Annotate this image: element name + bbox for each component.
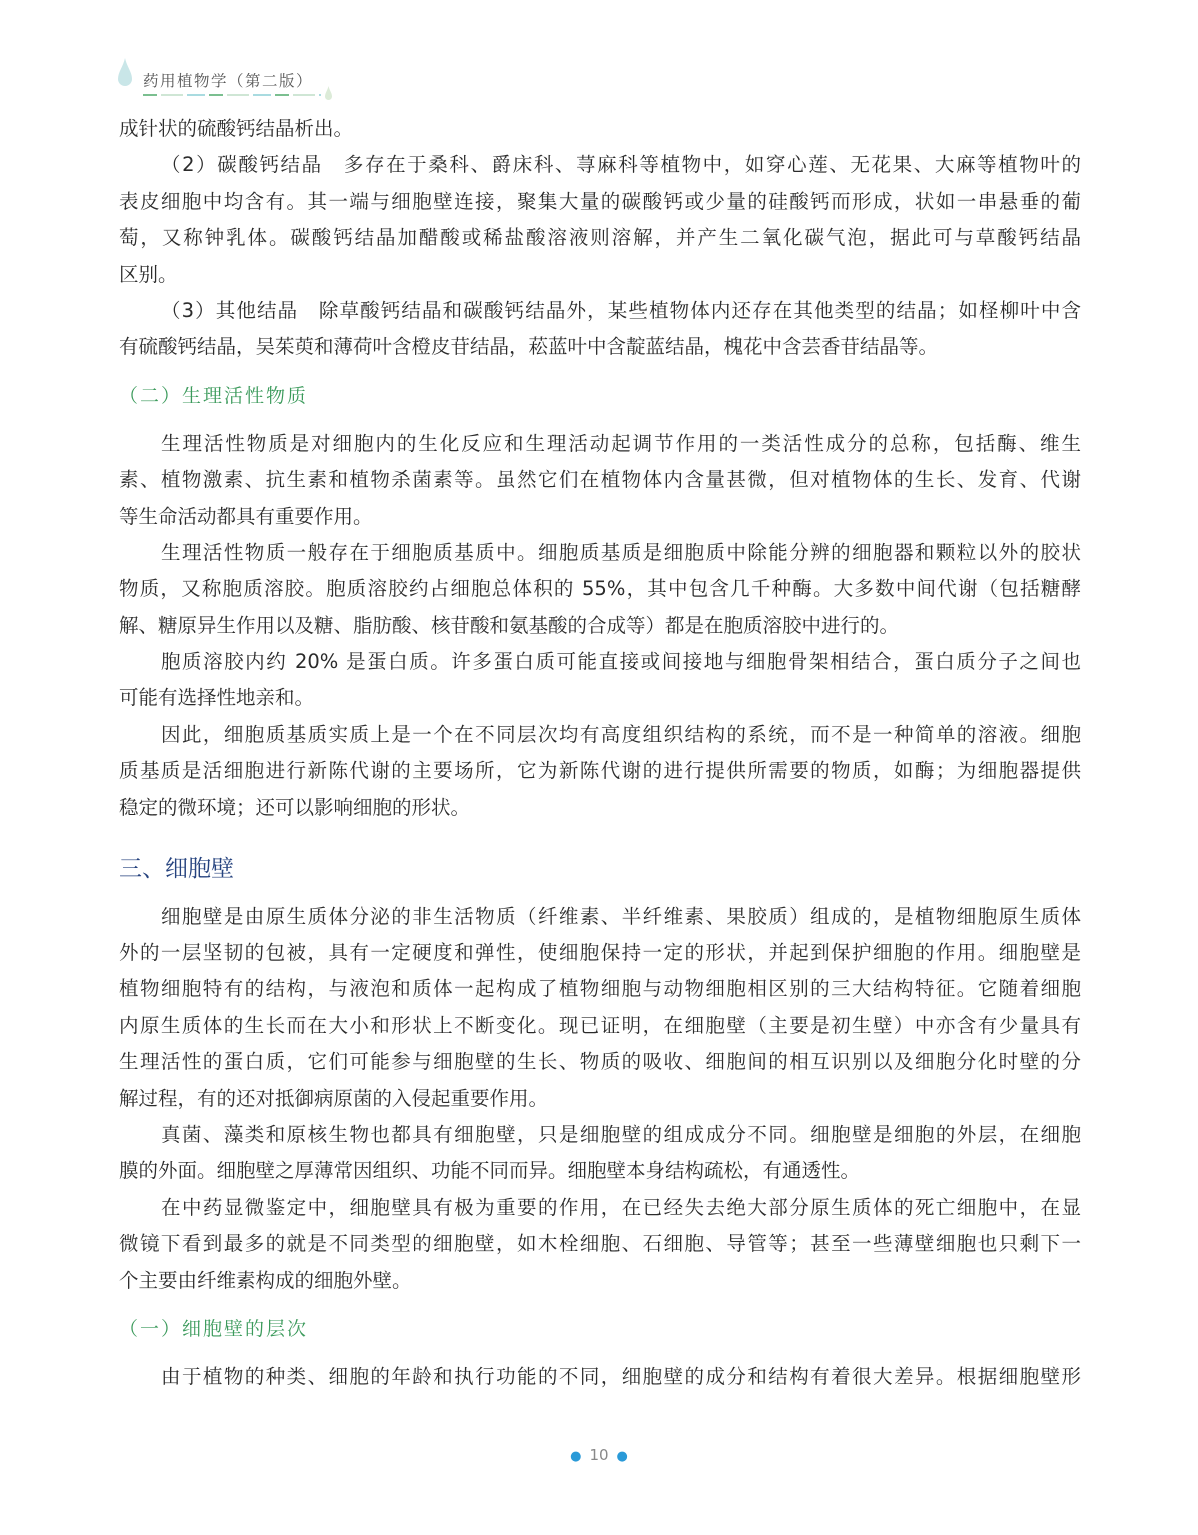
text-line: 生理活性的蛋白质，它们可能参与细胞壁的生长、物质的吸收、细胞间的相互识别以及细胞分化时壁的分 [119, 1050, 1081, 1074]
book-title: 药用植物学（第二版） [143, 72, 314, 90]
text-line: （3）其他结晶 除草酸钙结晶和碳酸钙结晶外，某些植物体内还存在其他类型的结晶；如柽柳叶中含 [161, 298, 1081, 322]
small-drop-icon [325, 86, 332, 100]
text-line: 素、植物激素、抗生素和植物杀菌素等。虽然它们在植物体内含量甚微，但对植物体的生长、发育、代谢 [119, 468, 1081, 492]
text-line: 在中药显微鉴定中，细胞壁具有极为重要的作用，在已经失去绝大部分原生质体的死亡细胞中，在显 [161, 1195, 1081, 1219]
text-line: 可能有选择性地亲和。 [119, 686, 315, 710]
paragraph [119, 899, 1081, 1117]
paragraph [119, 1190, 1081, 1299]
text-line: 稳定的微环境；还可以影响细胞的形状。 [119, 795, 471, 819]
running-header [116, 56, 346, 106]
text-line: 等生命活动都具有重要作用。 [119, 504, 373, 528]
page-number: 10 [589, 1446, 609, 1464]
section-heading: 三、细胞壁 [119, 856, 234, 883]
paragraph [119, 293, 1081, 366]
text-line: 微镜下看到最多的就是不同类型的细胞壁，如木栓细胞、石细胞、导管等；甚至一些薄壁细胞也只剩下一 [119, 1232, 1081, 1256]
bullet-dot: ● [570, 1449, 582, 1464]
paragraph [119, 111, 1081, 147]
paragraph [119, 147, 1081, 293]
page-body [119, 111, 1081, 1395]
text-line: 表皮细胞中均含有。其一端与细胞壁连接，聚集大量的碳酸钙或少量的硅酸钙而形成，状如一串悬垂的葡 [119, 189, 1081, 213]
text-line: 有硫酸钙结晶，吴茱萸和薄荷叶含橙皮苷结晶，菘蓝叶中含靛蓝结晶，槐花中含芸香苷结晶等。 [119, 335, 939, 359]
paragraph [119, 1117, 1081, 1190]
paragraph [119, 717, 1081, 826]
subsection-heading: （二）生理活性物质 [119, 384, 309, 407]
text-line: 质基质是活细胞进行新陈代谢的主要场所，它为新陈代谢的进行提供所需要的物质，如酶；为细胞器提供 [119, 759, 1081, 783]
text-line: 真菌、藻类和原核生物也都具有细胞壁，只是细胞壁的组成成分不同。细胞壁是细胞的外层，在细胞 [161, 1122, 1081, 1146]
paragraph [119, 644, 1081, 717]
text-line: 细胞壁是由原生质体分泌的非生活物质（纤维素、半纤维素、果胶质）组成的，是植物细胞原生质体 [161, 904, 1081, 928]
text-line: 解过程，有的还对抵御病原菌的入侵起重要作用。 [119, 1086, 549, 1110]
text-line: 胞质溶胶内约 20% 是蛋白质。许多蛋白质可能直接或间接地与细胞骨架相结合，蛋白质分子之间也 [161, 650, 1081, 674]
text-line: 解、糖原异生作用以及糖、脂肪酸、核苷酸和氨基酸的合成等）都是在胞质溶胶中进行的。 [119, 613, 900, 637]
text-line: 植物细胞特有的结构，与液泡和质体一起构成了植物细胞与动物细胞相区别的三大结构特征。它随着细胞 [119, 977, 1081, 1001]
text-line: 由于植物的种类、细胞的年龄和执行功能的不同，细胞壁的成分和结构有着很大差异。根据细胞壁形 [161, 1364, 1081, 1388]
text-line: 外的一层坚韧的包被，具有一定硬度和弹性，使细胞保持一定的形状，并起到保护细胞的作用。细胞壁是 [119, 941, 1081, 965]
text-line: 成针状的硫酸钙结晶析出。 [119, 117, 354, 140]
text-line: 膜的外面。细胞壁之厚薄常因组织、功能不同而异。细胞壁本身结构疏松，有通透性。 [119, 1159, 861, 1183]
text-line: 内原生质体的生长而在大小和形状上不断变化。现已证明，在细胞壁（主要是初生壁）中亦含有少量具有 [119, 1013, 1081, 1037]
text-line: 区别。 [119, 262, 178, 286]
water-drop-icon [118, 58, 132, 86]
paragraph [119, 426, 1081, 535]
text-line: 物质，又称胞质溶胶。胞质溶胶约占细胞总体积的 55%，其中包含几千种酶。大多数中间代谢（包括糖酵 [119, 577, 1081, 601]
paragraph [119, 535, 1081, 644]
subsection-heading: （一）细胞壁的层次 [119, 1317, 309, 1340]
text-line: 生理活性物质是对细胞内的生化反应和生理活动起调节作用的一类活性成分的总称，包括酶、维生 [161, 431, 1081, 455]
page-footer [0, 1446, 1198, 1464]
text-line: 因此，细胞质基质实质上是一个在不同层次均有高度组织结构的系统，而不是一种简单的溶液。细胞 [161, 722, 1081, 746]
text-line: 萄，又称钟乳体。碳酸钙结晶加醋酸或稀盐酸溶液则溶解，并产生二氧化碳气泡，据此可与草酸钙结晶 [119, 226, 1081, 250]
header-divider [143, 94, 321, 96]
text-line: 个主要由纤维素构成的细胞外壁。 [119, 1268, 412, 1292]
text-line: 生理活性物质一般存在于细胞质基质中。细胞质基质是细胞质中除能分辨的细胞器和颗粒以外的胶状 [161, 540, 1081, 564]
text-line: （2）碳酸钙结晶 多存在于桑科、爵床科、荨麻科等植物中，如穿心莲、无花果、大麻等植物叶的 [161, 153, 1081, 177]
paragraph [119, 1359, 1081, 1395]
bullet-dot: ● [616, 1449, 628, 1464]
